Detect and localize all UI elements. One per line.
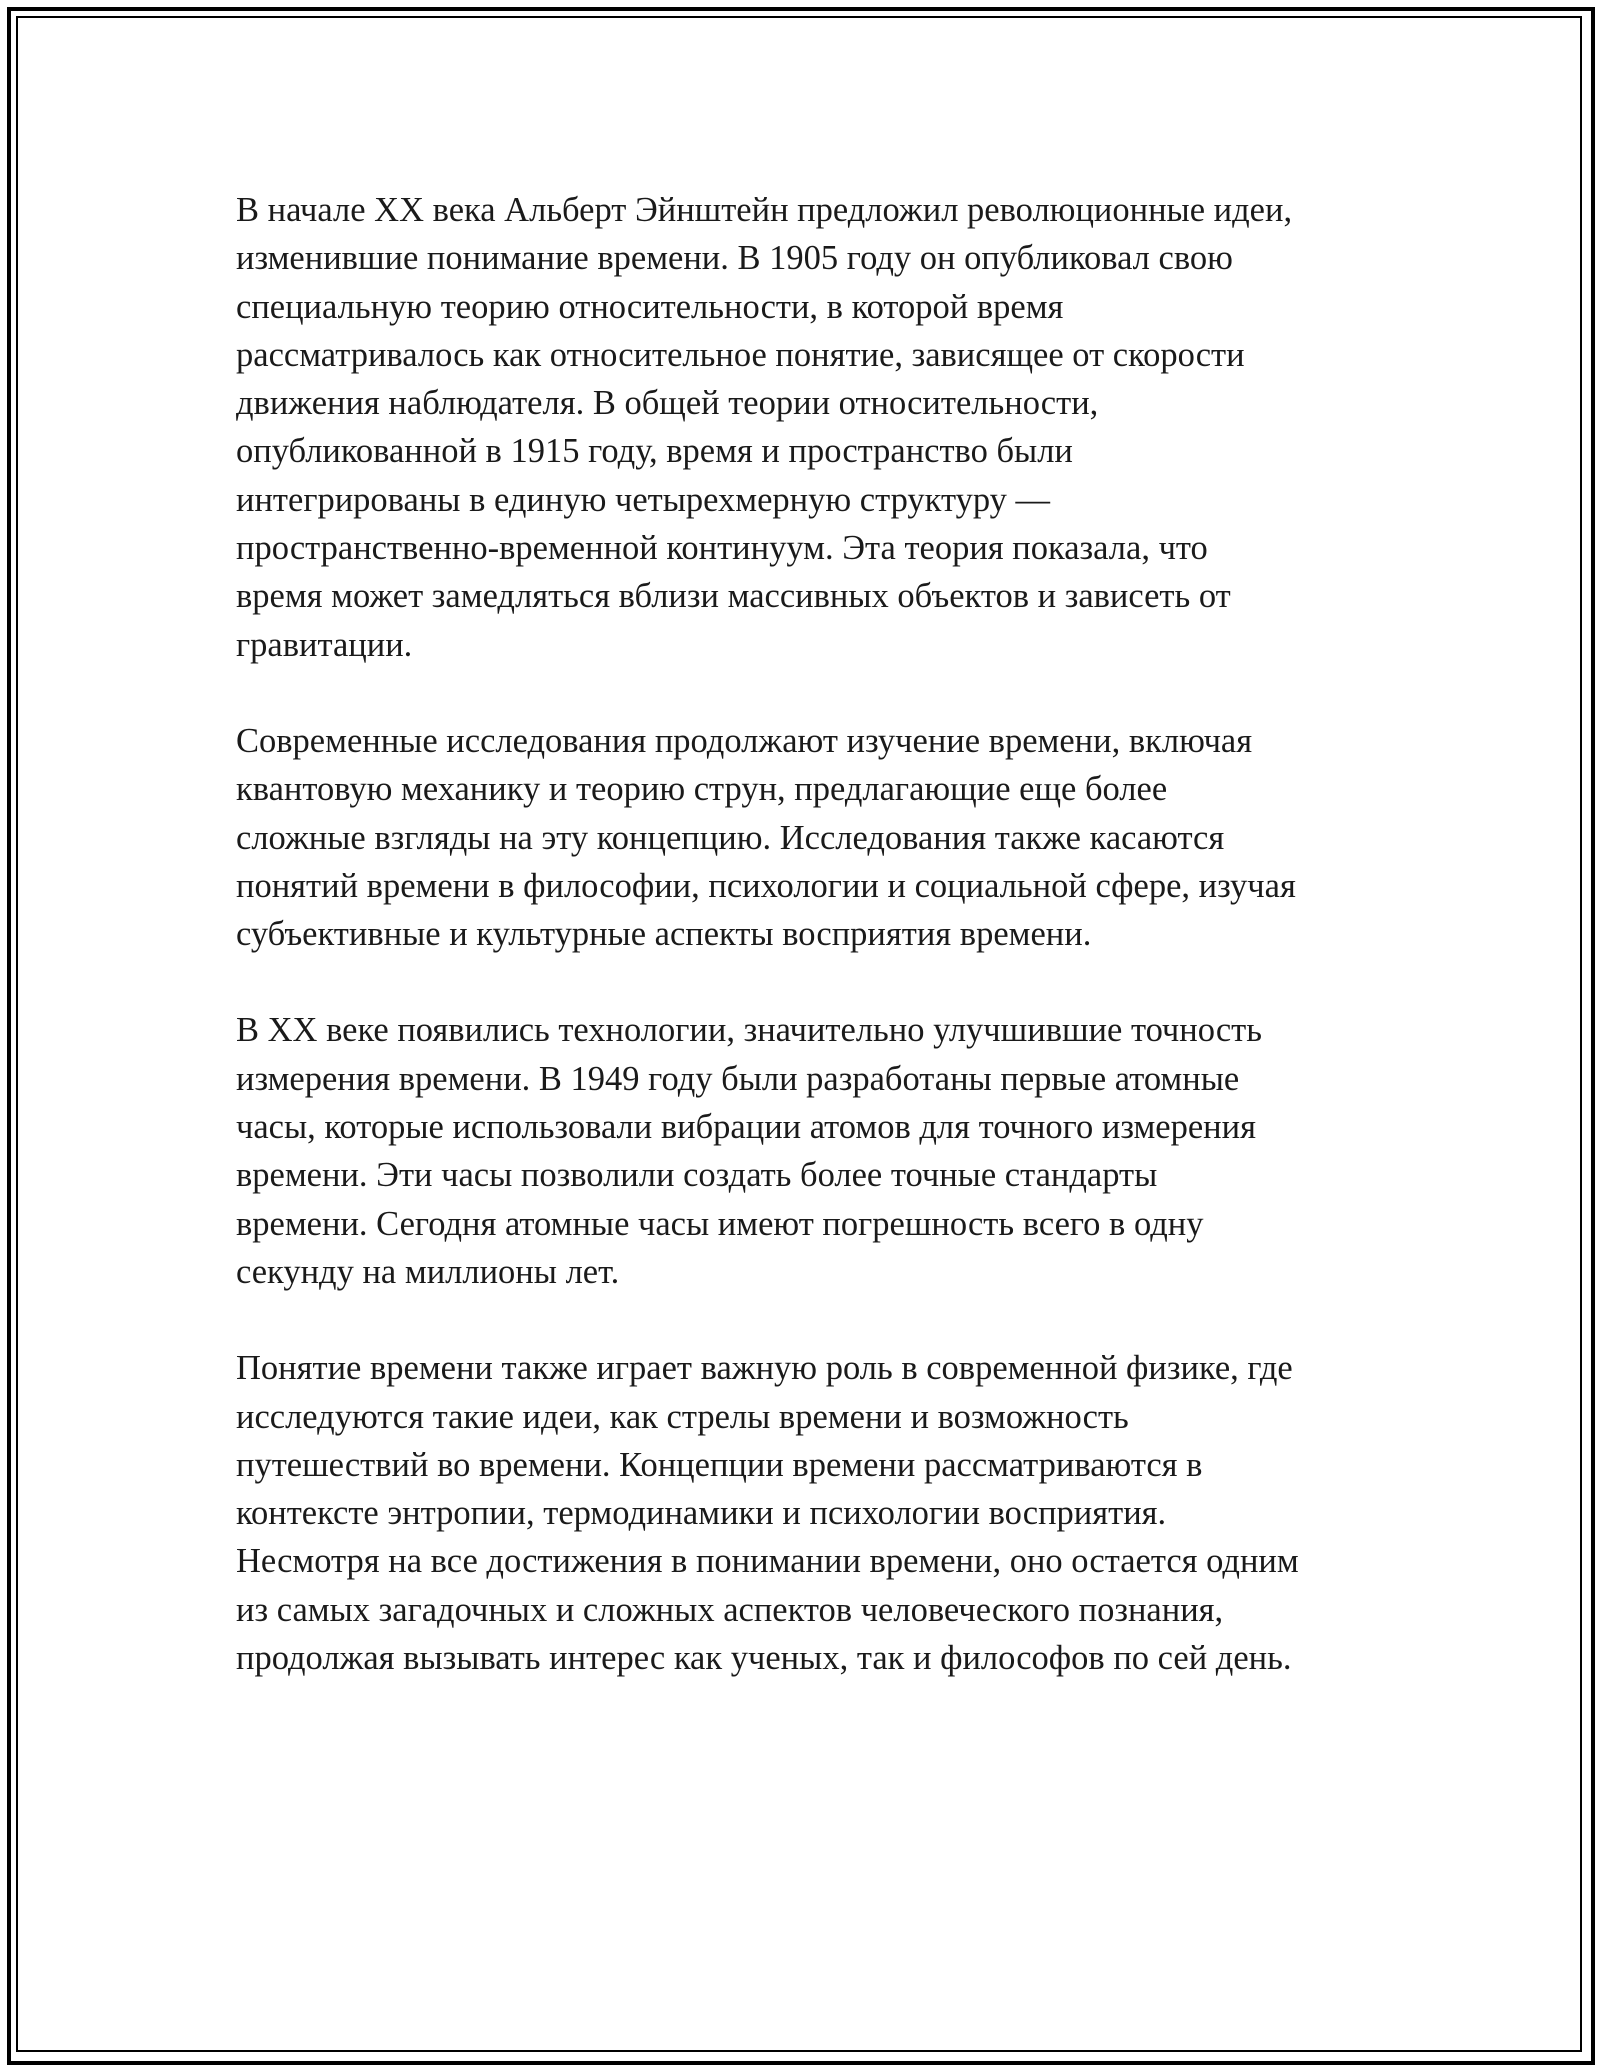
- text-line: специальную теорию относительности, в которой время: [236, 287, 1064, 326]
- text-line: сложные взгляды на эту концепцию. Исследования также касаются: [236, 818, 1225, 857]
- text-line: движения наблюдателя. В общей теории относительности,: [236, 384, 1099, 423]
- text-line: Понятие времени также играет важную роль в современной физике, где: [236, 1349, 1293, 1388]
- text-line: субъективные и культурные аспекты восприятия времени.: [236, 915, 1092, 954]
- paragraph-einstein: [236, 186, 1396, 669]
- text-line: исследуются такие идеи, как стрелы времени и возможность: [236, 1397, 1129, 1436]
- text-line: пространственно-временной континуум. Эта теория показала, что: [236, 529, 1208, 568]
- text-line: гравитации.: [236, 625, 413, 664]
- text-line: измерения времени. В 1949 году были разработаны первые атомные: [236, 1059, 1240, 1098]
- text-line: рассматривалось как относительное понятие, зависящее от скорости: [236, 335, 1245, 374]
- text-line: времени. Эти часы позволили создать более точные стандарты: [236, 1156, 1158, 1195]
- text-line: продолжая вызывать интерес как ученых, так и философов по сей день.: [236, 1639, 1292, 1678]
- text-line: секунду на миллионы лет.: [236, 1252, 620, 1291]
- text-line: из самых загадочных и сложных аспектов человеческого познания,: [236, 1590, 1224, 1629]
- document-body: [236, 186, 1396, 1730]
- text-line: путешествий во времени. Концепции времени рассматриваются в: [236, 1445, 1203, 1484]
- text-line: В XX веке появились технологии, значительно улучшившие точность: [236, 1011, 1262, 1050]
- text-line: интегрированы в единую четырехмерную структуру —: [236, 480, 1050, 519]
- text-line: В начале XX века Альберт Эйнштейн предложил революционные идеи,: [236, 191, 1293, 229]
- text-line: контексте энтропии, термодинамики и психологии восприятия.: [236, 1494, 1167, 1533]
- paragraph-modern-research: [236, 717, 1396, 958]
- text-line: времени. Сегодня атомные часы имеют погрешность всего в одну: [236, 1204, 1204, 1243]
- text-line: Несмотря на все достижения в понимании времени, оно остается одним: [236, 1542, 1299, 1581]
- paragraph-atomic-clocks: [236, 1006, 1396, 1296]
- text-line: опубликованной в 1915 году, время и пространство были: [236, 432, 1073, 471]
- text-line: часы, которые использовали вибрации атомов для точного измерения: [236, 1108, 1256, 1147]
- text-line: время может замедляться вблизи массивных объектов и зависеть от: [236, 577, 1231, 616]
- paragraph-modern-physics: [236, 1344, 1396, 1682]
- text-line: изменившие понимание времени. В 1905 году он опубликовал свою: [236, 239, 1233, 278]
- text-line: Современные исследования продолжают изучение времени, включая: [236, 721, 1253, 760]
- text-line: квантовую механику и теорию струн, предлагающие еще более: [236, 770, 1168, 809]
- text-line: понятий времени в философии, психологии и социальной сфере, изучая: [236, 866, 1296, 905]
